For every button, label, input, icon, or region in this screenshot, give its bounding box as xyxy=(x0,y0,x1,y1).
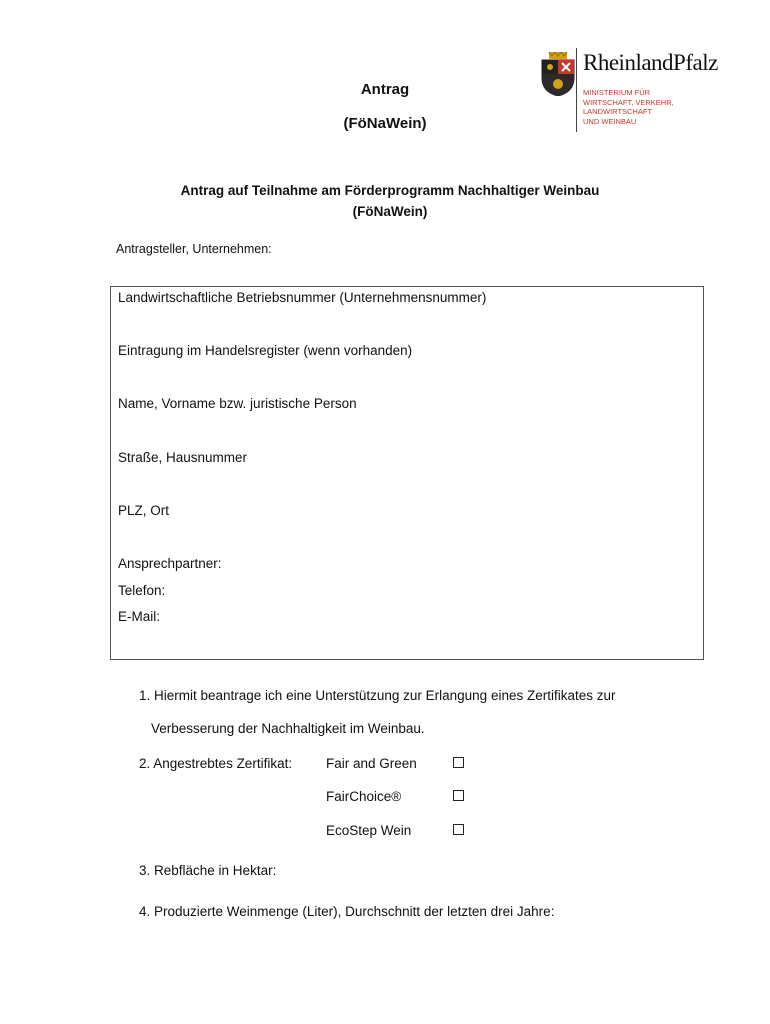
form-heading-line2: (FöNaWein) xyxy=(352,204,428,219)
field-plz-ort[interactable]: PLZ, Ort xyxy=(118,503,170,518)
logo-divider xyxy=(576,48,577,132)
field-email[interactable]: E-Mail: xyxy=(118,609,161,624)
logo-ministry: MINISTERIUM FÜR WIRTSCHAFT, VERKEHR, LANDWIRTSCHAFT UND WEINBAU xyxy=(583,88,674,126)
item2-label: 2. Angestrebtes Zertifikat: xyxy=(139,756,293,771)
field-handelsregister[interactable]: Eintragung im Handelsregister (wenn vorhanden) xyxy=(118,343,413,358)
item1-line2: Verbesserung der Nachhaltigkeit im Weinbau. xyxy=(151,721,425,736)
page-subtitle: (FöNaWein) xyxy=(343,115,427,132)
applicant-label: Antragsteller, Unternehmen: xyxy=(116,242,272,256)
field-betriebsnummer[interactable]: Landwirtschaftliche Betriebsnummer (Unternehmensnummer) xyxy=(118,290,487,305)
item4-weinmenge: 4. Produzierte Weinmenge (Liter), Durchschnitt der letzten drei Jahre: xyxy=(139,904,555,919)
field-strasse[interactable]: Straße, Hausnummer xyxy=(118,450,248,465)
item1-line1: 1. Hiermit beantrage ich eine Unterstützung zur Erlangung eines Zertifikates zur xyxy=(139,688,616,703)
field-name[interactable]: Name, Vorname bzw. juristische Person xyxy=(118,396,357,411)
certificate-fairchoice-label: FairChoice® xyxy=(326,789,402,804)
field-ansprechpartner[interactable]: Ansprechpartner: xyxy=(118,556,222,571)
certificate-fairchoice-checkbox[interactable] xyxy=(453,790,464,801)
certificate-fair-and-green-label: Fair and Green xyxy=(326,756,417,771)
certificate-ecostep-checkbox[interactable] xyxy=(453,824,464,835)
form-heading-line1: Antrag auf Teilnahme am Förderprogramm Nachhaltiger Weinbau xyxy=(180,183,600,198)
rheinland-pfalz-coat-of-arms-icon xyxy=(540,52,576,96)
certificate-ecostep-label: EcoStep Wein xyxy=(326,823,412,838)
logo-name: RheinlandPfalz xyxy=(583,50,718,75)
page-title: Antrag xyxy=(360,81,410,98)
item3-rebflaeche: 3. Rebfläche in Hektar: xyxy=(139,863,277,878)
applicant-form-box[interactable] xyxy=(110,286,704,660)
certificate-fair-and-green-checkbox[interactable] xyxy=(453,757,464,768)
field-telefon[interactable]: Telefon: xyxy=(118,583,166,598)
